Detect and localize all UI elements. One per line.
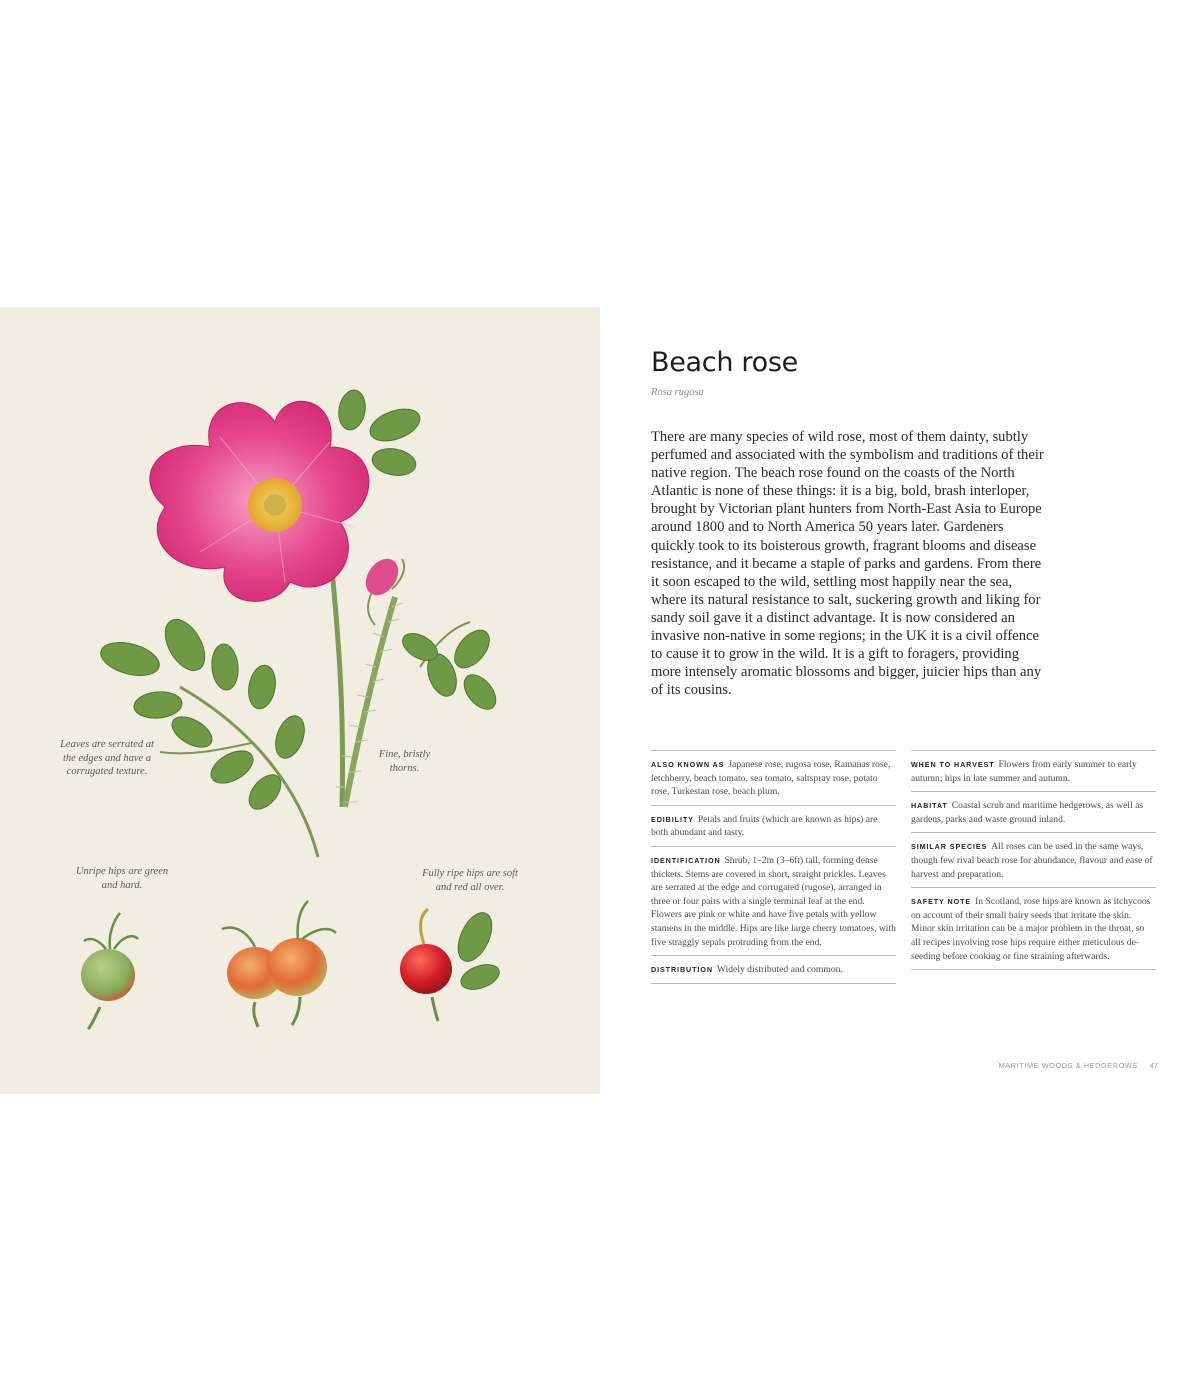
thorny-stem: [160, 547, 470, 857]
fact-also-known-as: [651, 750, 896, 805]
fact-identification: [651, 846, 896, 955]
latin-name: Rosa rugosa: [651, 387, 704, 398]
fact-text: In Scotland, rose hips are known as itchycoos on account of their small hairy seeds that irritate the skin. Minor skin irritation can be a major problem in the throat, so all recipes involving rose hips require either meticulous de-seeding before cooking or fine straining afterwards.: [911, 896, 1151, 962]
fact-similar-species: [911, 832, 1156, 887]
fact-label: IDENTIFICATION: [651, 855, 721, 865]
intro-paragraph: There are many species of wild rose, most of them dainty, subtly perfumed and associated with the symbolism and traditions of their native region. The beach rose found on the coasts of the North Atlantic is none of these things: it is a big, bold, brash interloper, brought by Victorian plant hunters from North-East Asia to Europe around 1800 and to North America 50 years later. Gardeners quickly took to its boisterous growth, fragrant blooms and disease resistance, and it became a staple of parks and gardens. From there it soon escaped to the wild, settling most happily near the sea, where its natural resistance to salt, suckering growth and liking for sandy soil gave it a distinct advantage. It is now considered an invasive non-native in some regions; in the UK it is a civil offence to cause it to grow in the wild. It is a gift to foragers, providing more intensely aromatic blossoms and bigger, juicier hips than any of its cousins.: [651, 429, 1044, 699]
facts-column-left: [651, 750, 896, 984]
fact-label: EDIBILITY: [651, 814, 694, 824]
fact-text: Shrub, 1–2m (3–6ft) tall, forming dense thickets. Stems are covered in short, straight prickles. Leaves are serrated at the edge and corrugated (rugose), arranged in three or four pairs with a single terminal leaf at the end. Flowers are pink or white and have five petals with yellow stamens in the middle. Hips are like large cherry tomatoes, with five straggly sepals protruding from the end.: [651, 854, 896, 948]
ripe-hip: [400, 908, 503, 1021]
ripe-hips-caption: Fully ripe hips are soft and red all over.: [422, 868, 518, 893]
botanical-illustration-plate: [0, 307, 600, 1094]
fact-label: SAFETY NOTE: [911, 897, 972, 907]
fact-label: WHEN TO HARVEST: [911, 760, 995, 769]
fact-when-to-harvest: [911, 750, 1156, 791]
fact-edibility: [651, 805, 896, 846]
fact-text: Coastal scrub and maritime hedgerows, as well as gardens, parks and waste ground inland.: [911, 800, 1144, 825]
fact-text: Petals and fruits (which are known as hips) are both abundant and tasty.: [651, 813, 878, 839]
fact-text: Flowers from early summer to early autumn; hips in late summer and autumn.: [911, 759, 1137, 784]
page-number: 47: [1149, 1061, 1158, 1070]
ripening-hips: [222, 901, 336, 1027]
thorns-caption: Fine, bristly thorns.: [378, 749, 431, 774]
fact-habitat: [911, 791, 1156, 832]
beach-rose-illustration: [0, 307, 600, 1094]
book-spread: [0, 307, 1200, 1094]
entry-title: Beach rose: [651, 347, 798, 378]
fact-label: ALSO KNOWN AS: [651, 760, 725, 769]
fact-text: All roses can be used in the same ways, though few rival beach rose for abundance, flavour and ease of harvest and preparation.: [911, 841, 1153, 880]
unripe-hip: [81, 913, 138, 1029]
rose-flower: [150, 401, 369, 601]
running-footer: [999, 1061, 1158, 1070]
fact-text: Japanese rose, rugosa rose, Ramanas rose, letchberry, beach tomato, sea tomato, saltspray rose, potato rose, Turkestan rose, beach plum.: [651, 759, 891, 798]
fact-label: HABITAT: [911, 801, 948, 811]
section-name: MARITIME WOODS & HEDGEROWS: [998, 1061, 1138, 1070]
unripe-hips-caption: Unripe hips are green and hard.: [75, 866, 169, 891]
facts-column-right: [911, 750, 1156, 970]
fact-distribution: [651, 955, 896, 984]
leaves-caption: Leaves are serrated at the edges and have a corrugated texture.: [60, 739, 154, 777]
text-page: [600, 307, 1200, 1094]
rose-bud: [359, 553, 405, 625]
fact-label: SIMILAR SPECIES: [911, 842, 988, 852]
fact-label: DISTRIBUTION: [651, 965, 713, 975]
fact-text: Widely distributed and common.: [716, 964, 843, 976]
fact-safety-note: [911, 887, 1156, 970]
